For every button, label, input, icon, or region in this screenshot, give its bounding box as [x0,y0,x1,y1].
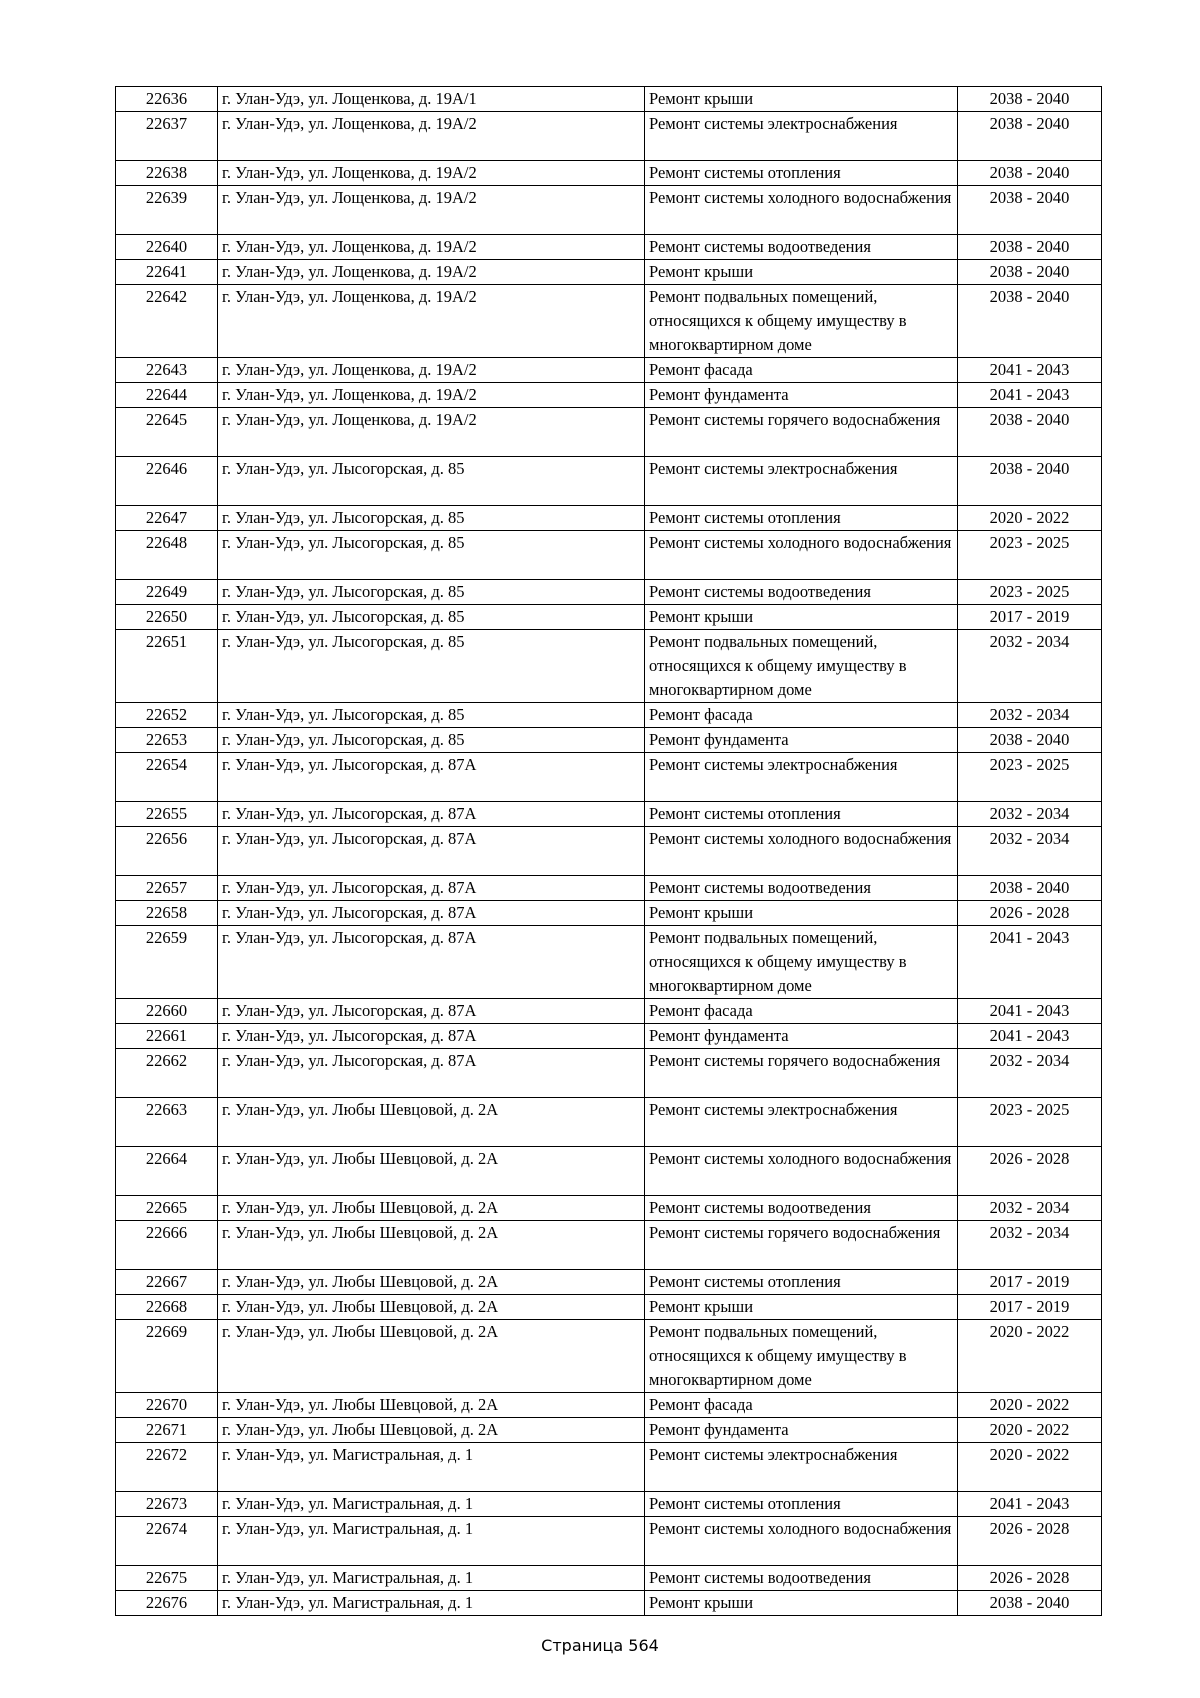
work-type-cell: Ремонт системы электроснабжения [645,457,958,506]
table-row [116,926,1102,999]
table-row [116,1295,1102,1320]
work-type-cell: Ремонт системы электроснабжения [645,112,958,161]
work-type-cell: Ремонт системы водоотведения [645,1196,958,1221]
work-type-cell: Ремонт системы холодного водоснабжения [645,531,958,580]
row-number-cell: 22658 [116,901,218,926]
table-row [116,1221,1102,1270]
table-row [116,1098,1102,1147]
period-cell: 2026 - 2028 [958,1566,1102,1591]
work-type-cell: Ремонт системы отопления [645,1270,958,1295]
period-cell: 2032 - 2034 [958,1049,1102,1098]
address-cell: г. Улан-Удэ, ул. Любы Шевцовой, д. 2А [218,1393,645,1418]
period-cell: 2038 - 2040 [958,112,1102,161]
row-number-cell: 22648 [116,531,218,580]
row-number-cell: 22661 [116,1024,218,1049]
table-row [116,1566,1102,1591]
period-cell: 2032 - 2034 [958,827,1102,876]
period-cell: 2032 - 2034 [958,1196,1102,1221]
work-type-cell: Ремонт системы холодного водоснабжения [645,1147,958,1196]
work-type-cell: Ремонт подвальных помещений, относящихся к общему имуществу в многоквартирном доме [645,285,958,358]
table-row [116,728,1102,753]
address-cell: г. Улан-Удэ, ул. Лощенкова, д. 19А/2 [218,112,645,161]
table-row [116,531,1102,580]
period-cell: 2023 - 2025 [958,580,1102,605]
address-cell: г. Улан-Удэ, ул. Лощенкова, д. 19А/2 [218,235,645,260]
row-number-cell: 22638 [116,161,218,186]
work-type-cell: Ремонт системы электроснабжения [645,1098,958,1147]
row-number-cell: 22637 [116,112,218,161]
address-cell: г. Улан-Удэ, ул. Любы Шевцовой, д. 2А [218,1418,645,1443]
period-cell: 2038 - 2040 [958,235,1102,260]
row-number-cell: 22641 [116,260,218,285]
address-cell: г. Улан-Удэ, ул. Любы Шевцовой, д. 2А [218,1147,645,1196]
work-type-cell: Ремонт системы отопления [645,1492,958,1517]
work-type-cell: Ремонт системы водоотведения [645,235,958,260]
work-type-cell: Ремонт подвальных помещений, относящихся к общему имуществу в многоквартирном доме [645,926,958,999]
row-number-cell: 22663 [116,1098,218,1147]
row-number-cell: 22673 [116,1492,218,1517]
row-number-cell: 22672 [116,1443,218,1492]
work-type-cell: Ремонт фундамента [645,383,958,408]
work-type-cell: Ремонт фасада [645,999,958,1024]
row-number-cell: 22660 [116,999,218,1024]
address-cell: г. Улан-Удэ, ул. Любы Шевцовой, д. 2А [218,1196,645,1221]
address-cell: г. Улан-Удэ, ул. Лысогорская, д. 87А [218,1049,645,1098]
table-row [116,235,1102,260]
period-cell: 2038 - 2040 [958,87,1102,112]
row-number-cell: 22643 [116,358,218,383]
row-number-cell: 22662 [116,1049,218,1098]
row-number-cell: 22669 [116,1320,218,1393]
row-number-cell: 22675 [116,1566,218,1591]
period-cell: 2032 - 2034 [958,1221,1102,1270]
work-type-cell: Ремонт крыши [645,87,958,112]
row-number-cell: 22650 [116,605,218,630]
row-number-cell: 22636 [116,87,218,112]
table-row [116,1443,1102,1492]
period-cell: 2041 - 2043 [958,383,1102,408]
table-row [116,161,1102,186]
table-row [116,358,1102,383]
address-cell: г. Улан-Удэ, ул. Лысогорская, д. 85 [218,630,645,703]
row-number-cell: 22646 [116,457,218,506]
period-cell: 2020 - 2022 [958,1320,1102,1393]
period-cell: 2041 - 2043 [958,1492,1102,1517]
period-cell: 2041 - 2043 [958,926,1102,999]
work-type-cell: Ремонт фасада [645,1393,958,1418]
period-cell: 2026 - 2028 [958,1147,1102,1196]
period-cell: 2020 - 2022 [958,1443,1102,1492]
row-number-cell: 22651 [116,630,218,703]
period-cell: 2017 - 2019 [958,1270,1102,1295]
work-type-cell: Ремонт системы холодного водоснабжения [645,186,958,235]
table-row [116,1492,1102,1517]
address-cell: г. Улан-Удэ, ул. Лысогорская, д. 85 [218,605,645,630]
table-row [116,630,1102,703]
table-row [116,1270,1102,1295]
period-cell: 2020 - 2022 [958,1393,1102,1418]
work-type-cell: Ремонт системы горячего водоснабжения [645,1049,958,1098]
row-number-cell: 22665 [116,1196,218,1221]
period-cell: 2023 - 2025 [958,753,1102,802]
table-row [116,285,1102,358]
period-cell: 2038 - 2040 [958,186,1102,235]
period-cell: 2023 - 2025 [958,1098,1102,1147]
row-number-cell: 22642 [116,285,218,358]
row-number-cell: 22666 [116,1221,218,1270]
table-row [116,1196,1102,1221]
work-type-cell: Ремонт системы отопления [645,161,958,186]
table-row [116,383,1102,408]
table-row [116,1024,1102,1049]
address-cell: г. Улан-Удэ, ул. Лысогорская, д. 87А [218,901,645,926]
table-row [116,1418,1102,1443]
period-cell: 2038 - 2040 [958,260,1102,285]
table-row [116,580,1102,605]
address-cell: г. Улан-Удэ, ул. Лысогорская, д. 87А [218,876,645,901]
table-row [116,506,1102,531]
table-row [116,1591,1102,1616]
row-number-cell: 22667 [116,1270,218,1295]
address-cell: г. Улан-Удэ, ул. Любы Шевцовой, д. 2А [218,1098,645,1147]
work-type-cell: Ремонт системы отопления [645,506,958,531]
address-cell: г. Улан-Удэ, ул. Любы Шевцовой, д. 2А [218,1270,645,1295]
table-row [116,87,1102,112]
period-cell: 2038 - 2040 [958,285,1102,358]
period-cell: 2041 - 2043 [958,999,1102,1024]
work-type-cell: Ремонт фундамента [645,1024,958,1049]
address-cell: г. Улан-Удэ, ул. Лощенкова, д. 19А/2 [218,358,645,383]
row-number-cell: 22644 [116,383,218,408]
row-number-cell: 22659 [116,926,218,999]
work-type-cell: Ремонт системы горячего водоснабжения [645,1221,958,1270]
row-number-cell: 22656 [116,827,218,876]
address-cell: г. Улан-Удэ, ул. Лысогорская, д. 85 [218,457,645,506]
address-cell: г. Улан-Удэ, ул. Магистральная, д. 1 [218,1492,645,1517]
work-type-cell: Ремонт системы водоотведения [645,580,958,605]
work-type-cell: Ремонт системы электроснабжения [645,753,958,802]
address-cell: г. Улан-Удэ, ул. Лощенкова, д. 19А/2 [218,260,645,285]
work-type-cell: Ремонт системы отопления [645,802,958,827]
period-cell: 2017 - 2019 [958,605,1102,630]
table-row [116,408,1102,457]
address-cell: г. Улан-Удэ, ул. Любы Шевцовой, д. 2А [218,1320,645,1393]
address-cell: г. Улан-Удэ, ул. Лощенкова, д. 19А/2 [218,186,645,235]
address-cell: г. Улан-Удэ, ул. Лысогорская, д. 85 [218,506,645,531]
work-type-cell: Ремонт системы водоотведения [645,1566,958,1591]
table-row [116,876,1102,901]
row-number-cell: 22640 [116,235,218,260]
table-body [116,87,1102,1616]
table-row [116,1049,1102,1098]
period-cell: 2020 - 2022 [958,1418,1102,1443]
period-cell: 2026 - 2028 [958,1517,1102,1566]
period-cell: 2026 - 2028 [958,901,1102,926]
address-cell: г. Улан-Удэ, ул. Магистральная, д. 1 [218,1443,645,1492]
table-row [116,112,1102,161]
row-number-cell: 22671 [116,1418,218,1443]
table-row [116,827,1102,876]
row-number-cell: 22653 [116,728,218,753]
address-cell: г. Улан-Удэ, ул. Лысогорская, д. 85 [218,728,645,753]
work-type-cell: Ремонт системы холодного водоснабжения [645,827,958,876]
table-row [116,605,1102,630]
period-cell: 2038 - 2040 [958,161,1102,186]
address-cell: г. Улан-Удэ, ул. Лысогорская, д. 87А [218,827,645,876]
table-row [116,186,1102,235]
work-type-cell: Ремонт системы холодного водоснабжения [645,1517,958,1566]
work-type-cell: Ремонт фасада [645,358,958,383]
address-cell: г. Улан-Удэ, ул. Лысогорская, д. 87А [218,1024,645,1049]
period-cell: 2038 - 2040 [958,876,1102,901]
period-cell: 2032 - 2034 [958,630,1102,703]
table-row [116,753,1102,802]
address-cell: г. Улан-Удэ, ул. Лысогорская, д. 85 [218,703,645,728]
row-number-cell: 22647 [116,506,218,531]
period-cell: 2032 - 2034 [958,703,1102,728]
address-cell: г. Улан-Удэ, ул. Лощенкова, д. 19А/2 [218,408,645,457]
table-row [116,1393,1102,1418]
address-cell: г. Улан-Удэ, ул. Любы Шевцовой, д. 2А [218,1221,645,1270]
table-row [116,1517,1102,1566]
table-row [116,1320,1102,1393]
work-type-cell: Ремонт фундамента [645,1418,958,1443]
period-cell: 2038 - 2040 [958,728,1102,753]
address-cell: г. Улан-Удэ, ул. Лысогорская, д. 85 [218,531,645,580]
address-cell: г. Улан-Удэ, ул. Лысогорская, д. 87А [218,753,645,802]
address-cell: г. Улан-Удэ, ул. Лысогорская, д. 85 [218,580,645,605]
row-number-cell: 22649 [116,580,218,605]
work-type-cell: Ремонт крыши [645,260,958,285]
row-number-cell: 22668 [116,1295,218,1320]
period-cell: 2038 - 2040 [958,457,1102,506]
page-number: Страница 564 [541,1636,659,1655]
address-cell: г. Улан-Удэ, ул. Лысогорская, д. 87А [218,999,645,1024]
work-type-cell: Ремонт системы электроснабжения [645,1443,958,1492]
work-type-cell: Ремонт крыши [645,901,958,926]
period-cell: 2023 - 2025 [958,531,1102,580]
row-number-cell: 22664 [116,1147,218,1196]
table-row [116,703,1102,728]
address-cell: г. Улан-Удэ, ул. Лощенкова, д. 19А/1 [218,87,645,112]
address-cell: г. Улан-Удэ, ул. Лощенкова, д. 19А/2 [218,285,645,358]
row-number-cell: 22639 [116,186,218,235]
row-number-cell: 22670 [116,1393,218,1418]
period-cell: 2038 - 2040 [958,1591,1102,1616]
row-number-cell: 22676 [116,1591,218,1616]
address-cell: г. Улан-Удэ, ул. Лысогорская, д. 87А [218,802,645,827]
table-row [116,901,1102,926]
work-type-cell: Ремонт фасада [645,703,958,728]
row-number-cell: 22645 [116,408,218,457]
work-type-cell: Ремонт подвальных помещений, относящихся к общему имуществу в многоквартирном доме [645,630,958,703]
row-number-cell: 22654 [116,753,218,802]
work-type-cell: Ремонт крыши [645,1591,958,1616]
period-cell: 2041 - 2043 [958,358,1102,383]
table-row [116,999,1102,1024]
address-cell: г. Улан-Удэ, ул. Магистральная, д. 1 [218,1566,645,1591]
work-type-cell: Ремонт подвальных помещений, относящихся к общему имуществу в многоквартирном доме [645,1320,958,1393]
address-cell: г. Улан-Удэ, ул. Лысогорская, д. 87А [218,926,645,999]
work-type-cell: Ремонт системы водоотведения [645,876,958,901]
period-cell: 2032 - 2034 [958,802,1102,827]
table-row [116,457,1102,506]
address-cell: г. Улан-Удэ, ул. Магистральная, д. 1 [218,1591,645,1616]
work-type-cell: Ремонт крыши [645,605,958,630]
row-number-cell: 22652 [116,703,218,728]
table-row [116,260,1102,285]
address-cell: г. Улан-Удэ, ул. Магистральная, д. 1 [218,1517,645,1566]
period-cell: 2020 - 2022 [958,506,1102,531]
address-cell: г. Улан-Удэ, ул. Лощенкова, д. 19А/2 [218,383,645,408]
row-number-cell: 22674 [116,1517,218,1566]
row-number-cell: 22657 [116,876,218,901]
repair-schedule-table [115,86,1102,1616]
period-cell: 2038 - 2040 [958,408,1102,457]
address-cell: г. Улан-Удэ, ул. Лощенкова, д. 19А/2 [218,161,645,186]
period-cell: 2017 - 2019 [958,1295,1102,1320]
address-cell: г. Улан-Удэ, ул. Любы Шевцовой, д. 2А [218,1295,645,1320]
row-number-cell: 22655 [116,802,218,827]
period-cell: 2041 - 2043 [958,1024,1102,1049]
work-type-cell: Ремонт фундамента [645,728,958,753]
table-row [116,802,1102,827]
table-row [116,1147,1102,1196]
work-type-cell: Ремонт системы горячего водоснабжения [645,408,958,457]
work-type-cell: Ремонт крыши [645,1295,958,1320]
